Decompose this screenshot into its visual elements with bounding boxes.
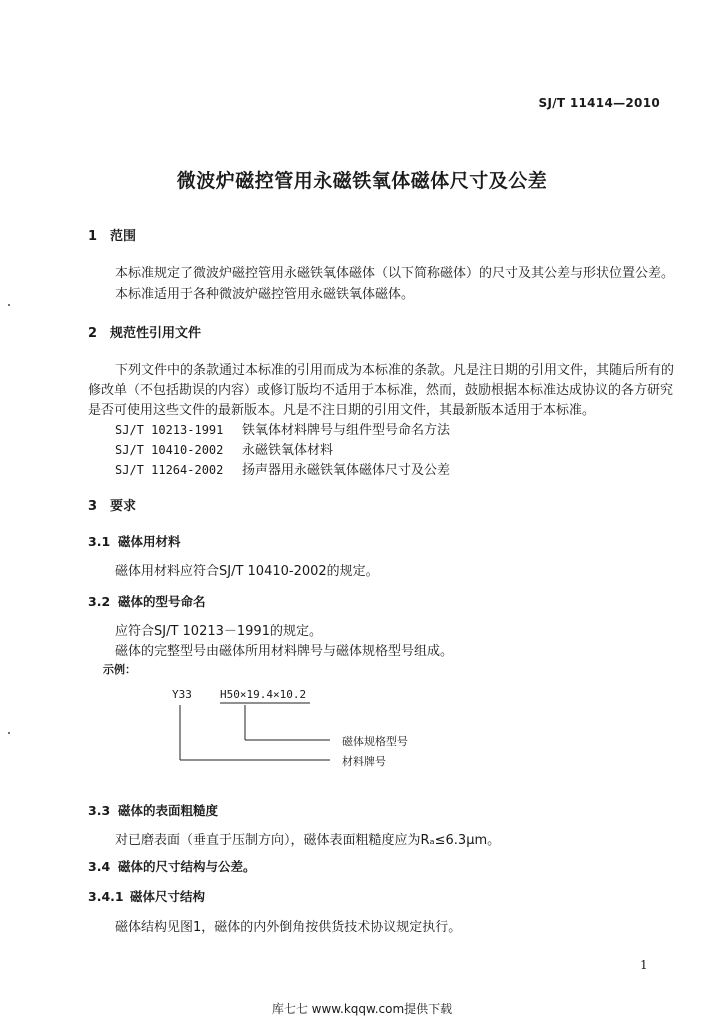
reference-title: 永磁铁氧体材料: [242, 443, 334, 458]
material-label: 材料牌号: [342, 755, 386, 768]
reference-code: SJ/T 10213-1991: [115, 423, 224, 437]
section-title: 规范性引用文件: [110, 326, 202, 341]
reference-item: [115, 459, 450, 478]
download-footer: 库七七 www.kqqw.com提供下载: [271, 1002, 453, 1016]
section-number: 3.2: [88, 594, 111, 609]
section-3-4-heading: [88, 857, 256, 875]
section-title: 磁体用材料: [118, 534, 181, 549]
page-title: 微波炉磁控管用永磁铁氧体磁体尺寸及公差: [176, 170, 548, 192]
section-title: 磁体的表面粗糙度: [118, 803, 219, 818]
section-number: 2: [88, 326, 98, 341]
standard-number: SJ/T 11414—2010: [538, 96, 660, 110]
spec-code: H50×19.4×10.2: [220, 688, 307, 701]
example-label: 示例：: [103, 663, 136, 676]
section-1-paragraph-1: 本标准规定了微波炉磁控管用永磁铁氧体磁体（以下简称磁体）的尺寸及其公差与形状位置公差。: [115, 266, 675, 281]
section-title: 磁体尺寸结构: [130, 889, 206, 904]
section-2-text-line-1: 下列文件中的条款通过本标准的引用而成为本标准的条款。凡是注日期的引用文件，其随后所有的: [115, 363, 675, 378]
section-title: 磁体的型号命名: [118, 594, 206, 609]
scan-speck: [8, 732, 10, 734]
section-title: 范围: [110, 229, 137, 244]
section-3-4-1-text: 磁体结构见图1，磁体的内外倒角按供货技术协议规定执行。: [115, 920, 462, 935]
section-3-3-text: 对已磨表面（垂直于压制方向），磁体表面粗糙度应为Rₐ≤6.3μm。: [115, 833, 501, 848]
reference-item: [115, 419, 450, 438]
section-2-text-line-3: 是否可使用这些文件的最新版本。凡是不注日期的引用文件，其最新版本适用于本标准。: [88, 403, 596, 418]
section-3-2-line-2: 磁体的完整型号由磁体所用材料牌号与磁体规格型号组成。: [115, 644, 454, 659]
section-3-2-heading: [88, 592, 206, 610]
section-number: 3.1: [88, 534, 111, 549]
scan-speck: [8, 304, 10, 306]
material-code: Y33: [172, 688, 192, 701]
section-3-4-1-heading: [88, 887, 205, 905]
section-1-heading: [88, 225, 136, 244]
page-number: 1: [640, 958, 648, 972]
reference-code: SJ/T 11264-2002: [115, 463, 224, 477]
section-number: 3: [88, 499, 98, 514]
spec-label: 磁体规格型号: [342, 735, 408, 748]
section-3-heading: [88, 495, 136, 514]
section-number: 1: [88, 229, 98, 244]
section-1-paragraph-2: 本标准适用于各种微波炉磁控管用永磁铁氧体磁体。: [115, 287, 415, 302]
section-number: 3.4.1: [88, 889, 124, 904]
section-2-text-line-2: 修改单（不包括勘误的内容）或修订版均不适用于本标准，然而，鼓励根据本标准达成协议的各方研究: [88, 383, 674, 398]
section-title: 要求: [110, 499, 137, 514]
section-3-2-line-1: 应符合SJ/T 10213－1991的规定。: [115, 624, 322, 639]
section-title: 磁体的尺寸结构与公差。: [118, 859, 256, 874]
diagram-lines: [150, 690, 450, 770]
reference-item: [115, 439, 333, 458]
section-number: 3.4: [88, 859, 111, 874]
reference-title: 铁氧体材料牌号与组件型号命名方法: [242, 423, 451, 438]
section-3-3-heading: [88, 801, 218, 819]
reference-code: SJ/T 10410-2002: [115, 443, 224, 457]
section-3-1-text: 磁体用材料应符合SJ/T 10410-2002的规定。: [115, 564, 379, 579]
section-3-1-heading: [88, 532, 181, 550]
reference-title: 扬声器用永磁铁氧体磁体尺寸及公差: [242, 463, 451, 478]
section-number: 3.3: [88, 803, 111, 818]
section-2-heading: [88, 322, 201, 341]
model-naming-diagram: [150, 690, 450, 774]
